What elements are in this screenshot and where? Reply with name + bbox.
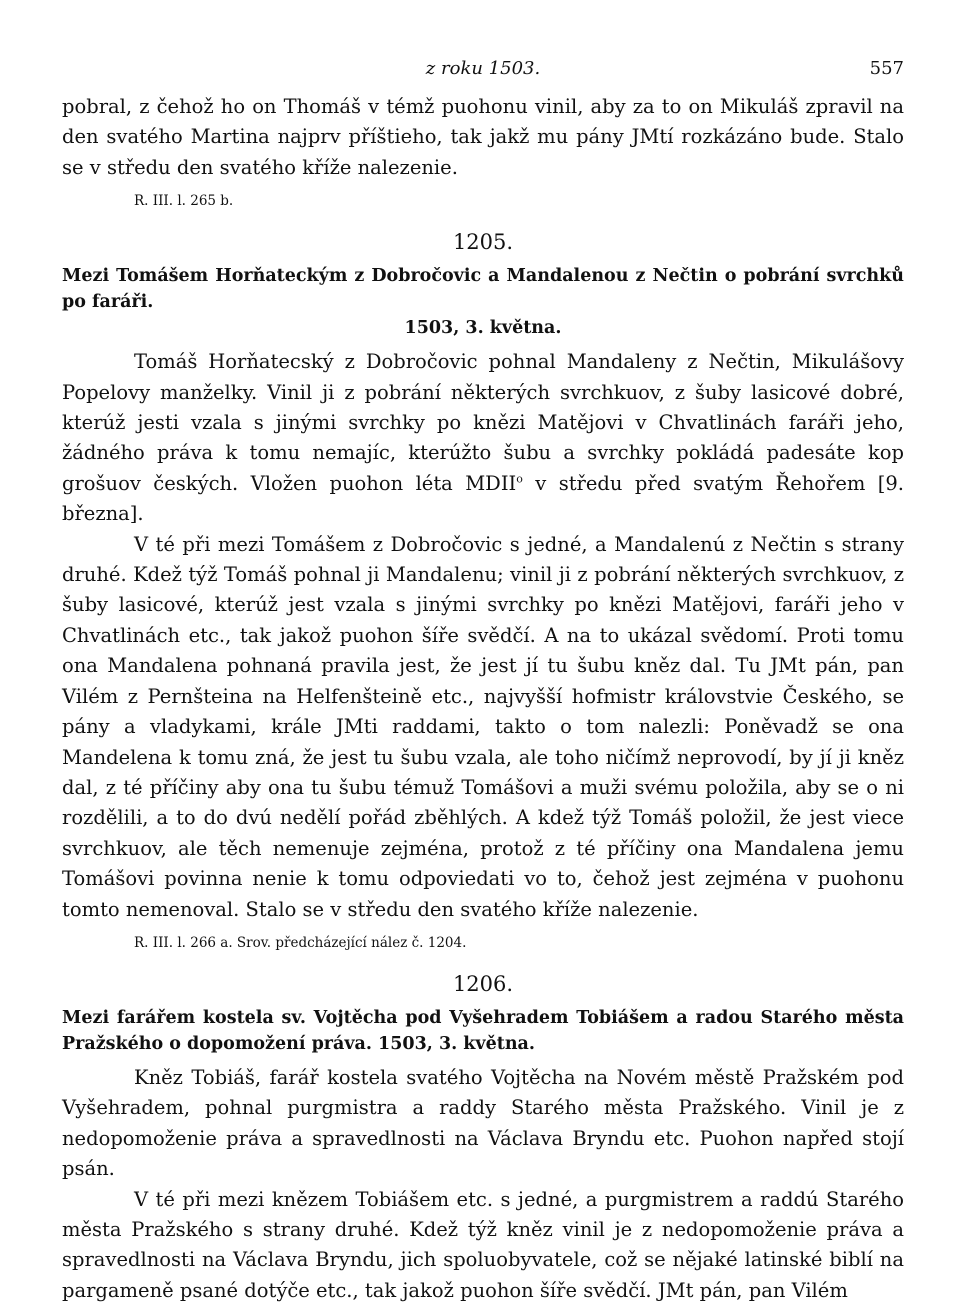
entry-reference: R. III. l. 266 a. Srov. předcházející nález č. 1204.	[134, 934, 467, 951]
paragraph-text: Tomáš Horňatecský z Dobročovic pohnal Mandaleny z Nečtin, Mikulášovy Popelovy manželky. Vinil ji z pobrání některých svrchkuov, z šuby lasicové dobré, kterúž jesti vzala s jinými svrchky po knězi Matějovi v Chvatlinách faráři jeho, žádného práva k tomu nemajíc, kterúžto šubu a svrchky pokládá padesáte kop grošuov českých. Vložen puohon léta MDII	[62, 350, 904, 495]
entry-paragraph: Kněz Tobiáš, farář kostela svatého Vojtěcha na Novém městě Pražském pod Vyšehradem, pohnal purgmistra a raddy Starého města Pražského. Vinil je z nedopomoženie práva a spravedlnosti na Václava Bryndu etc. Puohon napřed stojí psán.	[62, 1065, 904, 1181]
intro-paragraph: pobral, z čehož ho on Thomáš v témž puohonu vinil, aby za to on Mikuláš zpravil na den svatého Martina najprv příštieho, tak jakž mu pány JMtí rozkázáno bude. Stalo se v středu den svatého kříže nalezenie.	[62, 95, 904, 179]
entry-number: 1206.	[452, 971, 514, 996]
entry-paragraph: V té při mezi knězem Tobiášem etc. s jedné, a purgmistrem a raddú Starého města Pražského s strany druhé. Kdež týž kněz vinil je z nedopomoženie práva a spravedlnosti na Václava Bryndu, jich spoluobyvatele, což se nějaké latinské biblí na pargameně psané dotýče etc., tak jakož puohon šíře svědčí. JMt pán, pan Vilém	[62, 1187, 904, 1302]
running-head-title: z roku 1503.	[425, 58, 541, 79]
entry-heading	[62, 263, 904, 341]
entry-heading-date: 1503, 3. května.	[404, 318, 562, 339]
entry-number: 1205.	[452, 230, 514, 255]
running-head	[62, 58, 904, 92]
entry-heading-text: Mezi Tomášem Horňateckým z Dobročovic a Mandalenou z Nečtin o pobrání svrchků po faráři.	[62, 266, 904, 313]
superscript: o	[516, 472, 523, 486]
page-number: 557	[869, 58, 904, 79]
document-page	[62, 58, 904, 1306]
paragraph-text: v středu před svatým Řehořem [9. března].	[62, 471, 905, 526]
entry-1205	[62, 227, 904, 955]
entry-heading: Mezi farářem kostela sv. Vojtěcha pod Vyšehradem Tobiášem a radou Starého města Pražského o dopomožení práva. 1503, 3. května.	[62, 1007, 904, 1054]
entry-paragraph: V té při mezi Tomášem z Dobročovic s jedné, a Mandalenú z Nečtin s strany druhé. Kdež týž Tomáš pohnal ji Mandalenu; vinil ji z pobrání některých svrchkuov, z šuby lasicové, kterúž jest vzala s jinými svrchky po knězi Matějovi, faráři jeho v Chvatlinách etc., tak jakož puohon šíře svědčí. A na to ukázal svědomí. Proti tomu ona Mandalena pohnaná pravila jest, že jest jí tu šubu kněz dal. Tu JMt pán, pan Vilém z Pernšteina na Helfenšteině etc., najvyšší hofmistr královstvie Českého, se pány a vladykami, krále JMti raddami, takto o tom nalezli: Poněvadž se ona Mandelena k tomu zná, že jest tu šubu vzala, ale toho ničímž neprovodí, by jí ji kněz dal, z té příčiny aby ona tu šubu témuž Tomášovi a muži svému položila, aby se o ni rozdělili, a to do dvú nedělí pořád zběhlých. A kdež týž Tomáš položil, že jest viece svrchkuov, ale těch nemenuje zejména, protož z té příčiny ona Mandalena jemu Tomášovi povinna nenie k tomu odpoviedati vo to, čehož jest zejména v puohonu tomto nemenoval. Stalo se v středu den svatého kříže nalezenie.	[62, 532, 904, 921]
entry-paragraph	[62, 347, 904, 529]
intro-reference: R. III. l. 265 b.	[134, 193, 234, 210]
entry-1206	[62, 969, 904, 1306]
